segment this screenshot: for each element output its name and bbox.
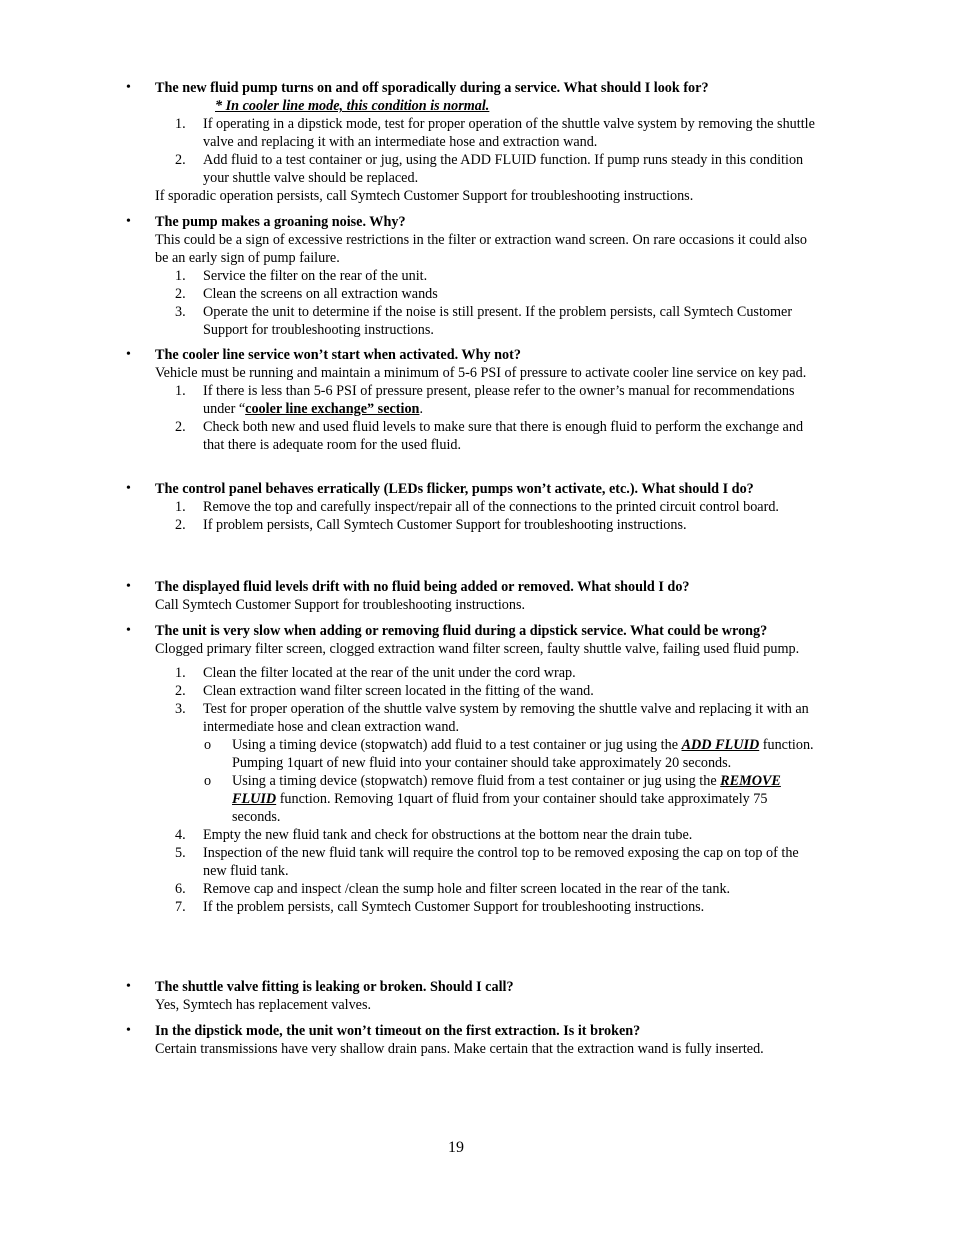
list-number: 4. <box>175 827 186 843</box>
list-number: 1. <box>175 665 186 681</box>
list-item <box>155 267 815 285</box>
function-name: ADD FLUID <box>681 737 760 753</box>
faq-answer: Call Symtech Customer Support for troubleshooting instructions. <box>155 597 526 613</box>
page-number: 19 <box>448 1139 464 1156</box>
list-item <box>155 303 815 339</box>
list-item-text: Add fluid to a test container or jug, using the ADD FLUID function. If pump runs steady in this condition your shuttle valve should be replaced. <box>203 152 804 186</box>
faq-question: In the dipstick mode, the unit won’t timeout on the first extraction. Is it broken? <box>155 1023 641 1039</box>
function-name: REMOVE FLUID <box>232 773 781 807</box>
list-number: 2. <box>175 152 186 168</box>
list-number: 7. <box>175 899 186 915</box>
list-item-text: Clean the screens on all extraction wands <box>203 286 438 302</box>
faq-note: * In cooler line mode, this condition is normal. <box>215 98 490 114</box>
bullet: • <box>126 623 131 638</box>
bullet: • <box>126 80 131 95</box>
list-item <box>155 682 815 700</box>
faq-question: The control panel behaves erratically (LEDs flicker, pumps won’t activate, etc.). What should I do? <box>155 481 754 497</box>
bullet: • <box>126 481 131 496</box>
list-item-text: If the problem persists, call Symtech Customer Support for troubleshooting instructions. <box>203 899 705 915</box>
list-item <box>155 898 815 916</box>
list-item <box>155 418 815 454</box>
list-item <box>155 115 815 151</box>
list-item-text: Using a timing device (stopwatch) remove fluid from a test container or jug using the <box>232 773 721 789</box>
faq-question: The displayed fluid levels drift with no fluid being added or removed. What should I do? <box>155 579 690 595</box>
list-item-text: Test for proper operation of the shuttle valve system by removing the shuttle valve and replacing it with an intermediate hose and clean extraction wand. <box>203 701 809 735</box>
list-item-text: function. Removing 1quart of fluid from your container should take approximately 75 seconds. <box>232 791 768 825</box>
list-item-text: If there is less than 5-6 PSI of pressure present, please refer to the owner’s manual for recommendations under “ <box>203 383 795 417</box>
bullet: • <box>126 1023 131 1038</box>
faq-answer: Clogged primary filter screen, clogged extraction wand filter screen, faulty shuttle valve, failing used fluid pump. <box>155 641 800 657</box>
list-item-text: Inspection of the new fluid tank will require the control top to be removed exposing the cap on top of the new fluid tank. <box>203 845 799 879</box>
faq-question: The new fluid pump turns on and off sporadically during a service. What should I look for? <box>155 80 709 96</box>
sub-list-item <box>155 772 815 826</box>
numbered-list <box>155 664 815 916</box>
list-number: 3. <box>175 701 186 717</box>
faq-question: The cooler line service won’t start when activated. Why not? <box>155 347 521 363</box>
numbered-list <box>155 267 815 339</box>
faq-answer: This could be a sign of excessive restrictions in the filter or extraction wand screen. On rare occasions it could also be an early sign of pump failure. <box>155 232 808 266</box>
list-item-text: Using a timing device (stopwatch) add fluid to a test container or jug using the <box>232 737 682 753</box>
list-number: 3. <box>175 304 186 320</box>
list-number: 5. <box>175 845 186 861</box>
list-item <box>155 285 815 303</box>
list-item <box>155 664 815 682</box>
list-item <box>155 844 815 880</box>
list-number: 2. <box>175 286 186 302</box>
list-number: 1. <box>175 116 186 132</box>
bullet: • <box>126 979 131 994</box>
list-item <box>155 382 815 418</box>
list-item <box>155 700 815 736</box>
list-item-text: Remove the top and carefully inspect/repair all of the connections to the printed circuit control board. <box>203 499 779 515</box>
faq-followup: If sporadic operation persists, call Symtech Customer Support for troubleshooting instructions. <box>155 188 694 204</box>
bullet: • <box>126 347 131 362</box>
sub-list-item <box>155 736 815 772</box>
list-item-text: Empty the new fluid tank and check for obstructions at the bottom near the drain tube. <box>203 827 693 843</box>
faq-answer: Yes, Symtech has replacement valves. <box>155 997 372 1013</box>
sub-bullet: o <box>204 737 212 753</box>
list-item <box>155 826 815 844</box>
list-item-text: Operate the unit to determine if the noise is still present. If the problem persists, call Symtech Customer Support for troubleshooting instructions. <box>203 304 793 338</box>
section-reference: cooler line exchange” section <box>245 401 420 417</box>
list-item-text: Service the filter on the rear of the unit. <box>203 268 428 284</box>
bullet: • <box>126 214 131 229</box>
faq-answer: Vehicle must be running and maintain a minimum of 5-6 PSI of pressure to activate cooler line service on key pad. <box>155 365 807 381</box>
faq-answer: Certain transmissions have very shallow drain pans. Make certain that the extraction wand is fully inserted. <box>155 1041 764 1057</box>
list-number: 1. <box>175 499 186 515</box>
list-number: 2. <box>175 517 186 533</box>
list-item <box>155 498 815 516</box>
list-number: 2. <box>175 419 186 435</box>
list-item-text: Clean the filter located at the rear of the unit under the cord wrap. <box>203 665 576 681</box>
numbered-list <box>155 382 815 454</box>
list-item-text: function. Pumping 1quart of new fluid into your container should take approximately 20 seconds. <box>232 737 814 771</box>
faq-question: The pump makes a groaning noise. Why? <box>155 214 406 230</box>
list-number: 1. <box>175 268 186 284</box>
faq-question: The unit is very slow when adding or removing fluid during a dipstick service. What could be wrong? <box>155 623 768 639</box>
list-item-text: Remove cap and inspect /clean the sump hole and filter screen located in the rear of the tank. <box>203 881 731 897</box>
list-number: 2. <box>175 683 186 699</box>
list-item <box>155 151 815 187</box>
list-item <box>155 880 815 898</box>
bullet: • <box>126 579 131 594</box>
list-item <box>155 516 815 534</box>
numbered-list <box>155 498 815 534</box>
list-item-text: Check both new and used fluid levels to make sure that there is enough fluid to perform the exchange and that there is adequate room for the used fluid. <box>203 419 804 453</box>
list-item-text: If problem persists, Call Symtech Customer Support for troubleshooting instructions. <box>203 517 687 533</box>
numbered-list <box>155 115 815 187</box>
list-item-text: . <box>419 401 423 417</box>
list-number: 6. <box>175 881 186 897</box>
list-item-text: If operating in a dipstick mode, test for proper operation of the shuttle valve system by removing the shuttle valve and replacing it with an intermediate hose and extraction wand. <box>203 116 815 150</box>
faq-question: The shuttle valve fitting is leaking or broken. Should I call? <box>155 979 514 995</box>
list-number: 1. <box>175 383 186 399</box>
list-item-text: Clean extraction wand filter screen located in the fitting of the wand. <box>203 683 594 699</box>
sub-bullet: o <box>204 773 212 789</box>
